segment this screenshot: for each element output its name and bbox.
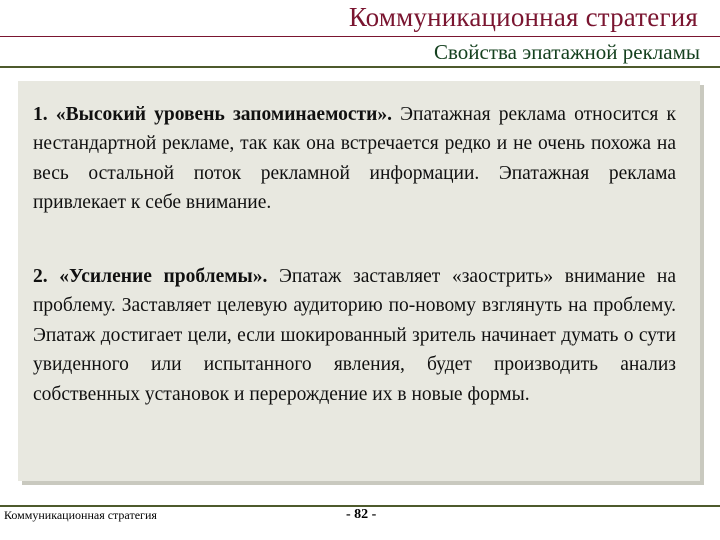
paragraph-2-heading: 2. «Усиление проблемы». xyxy=(33,266,268,287)
page-subtitle: Свойства эпатажной рекламы xyxy=(434,40,700,64)
subtitle-divider xyxy=(0,66,720,68)
page-title: Коммуникационная стратегия xyxy=(348,2,698,32)
page-number: - 82 - xyxy=(346,507,377,522)
paragraph-1 xyxy=(33,100,676,218)
title-divider xyxy=(0,36,720,37)
paragraph-2-body: Эпатаж заставляет «заострить» внимание на проблему. Заставляет целевую аудиторию по-новому взглянуть на проблему. Эпатаж достигает цели, если шокированный зритель начинает думать о сути увиденного или испытанного явления, будет производить анализ собственных установок и перерождение их в новые формы. xyxy=(33,266,676,405)
paragraph-1-heading: 1. «Высокий уровень запоминаемости». xyxy=(33,104,392,125)
paragraph-1-body: Эпатажная реклама относится к нестандартной рекламе, так как она встречается редко и не очень похожа на весь остальной поток рекламной информации. Эпатажная реклама привлекает к себе внимание. xyxy=(33,104,677,214)
paragraph-2 xyxy=(33,262,676,409)
footer-label: Коммуникационная стратегия xyxy=(4,508,157,522)
